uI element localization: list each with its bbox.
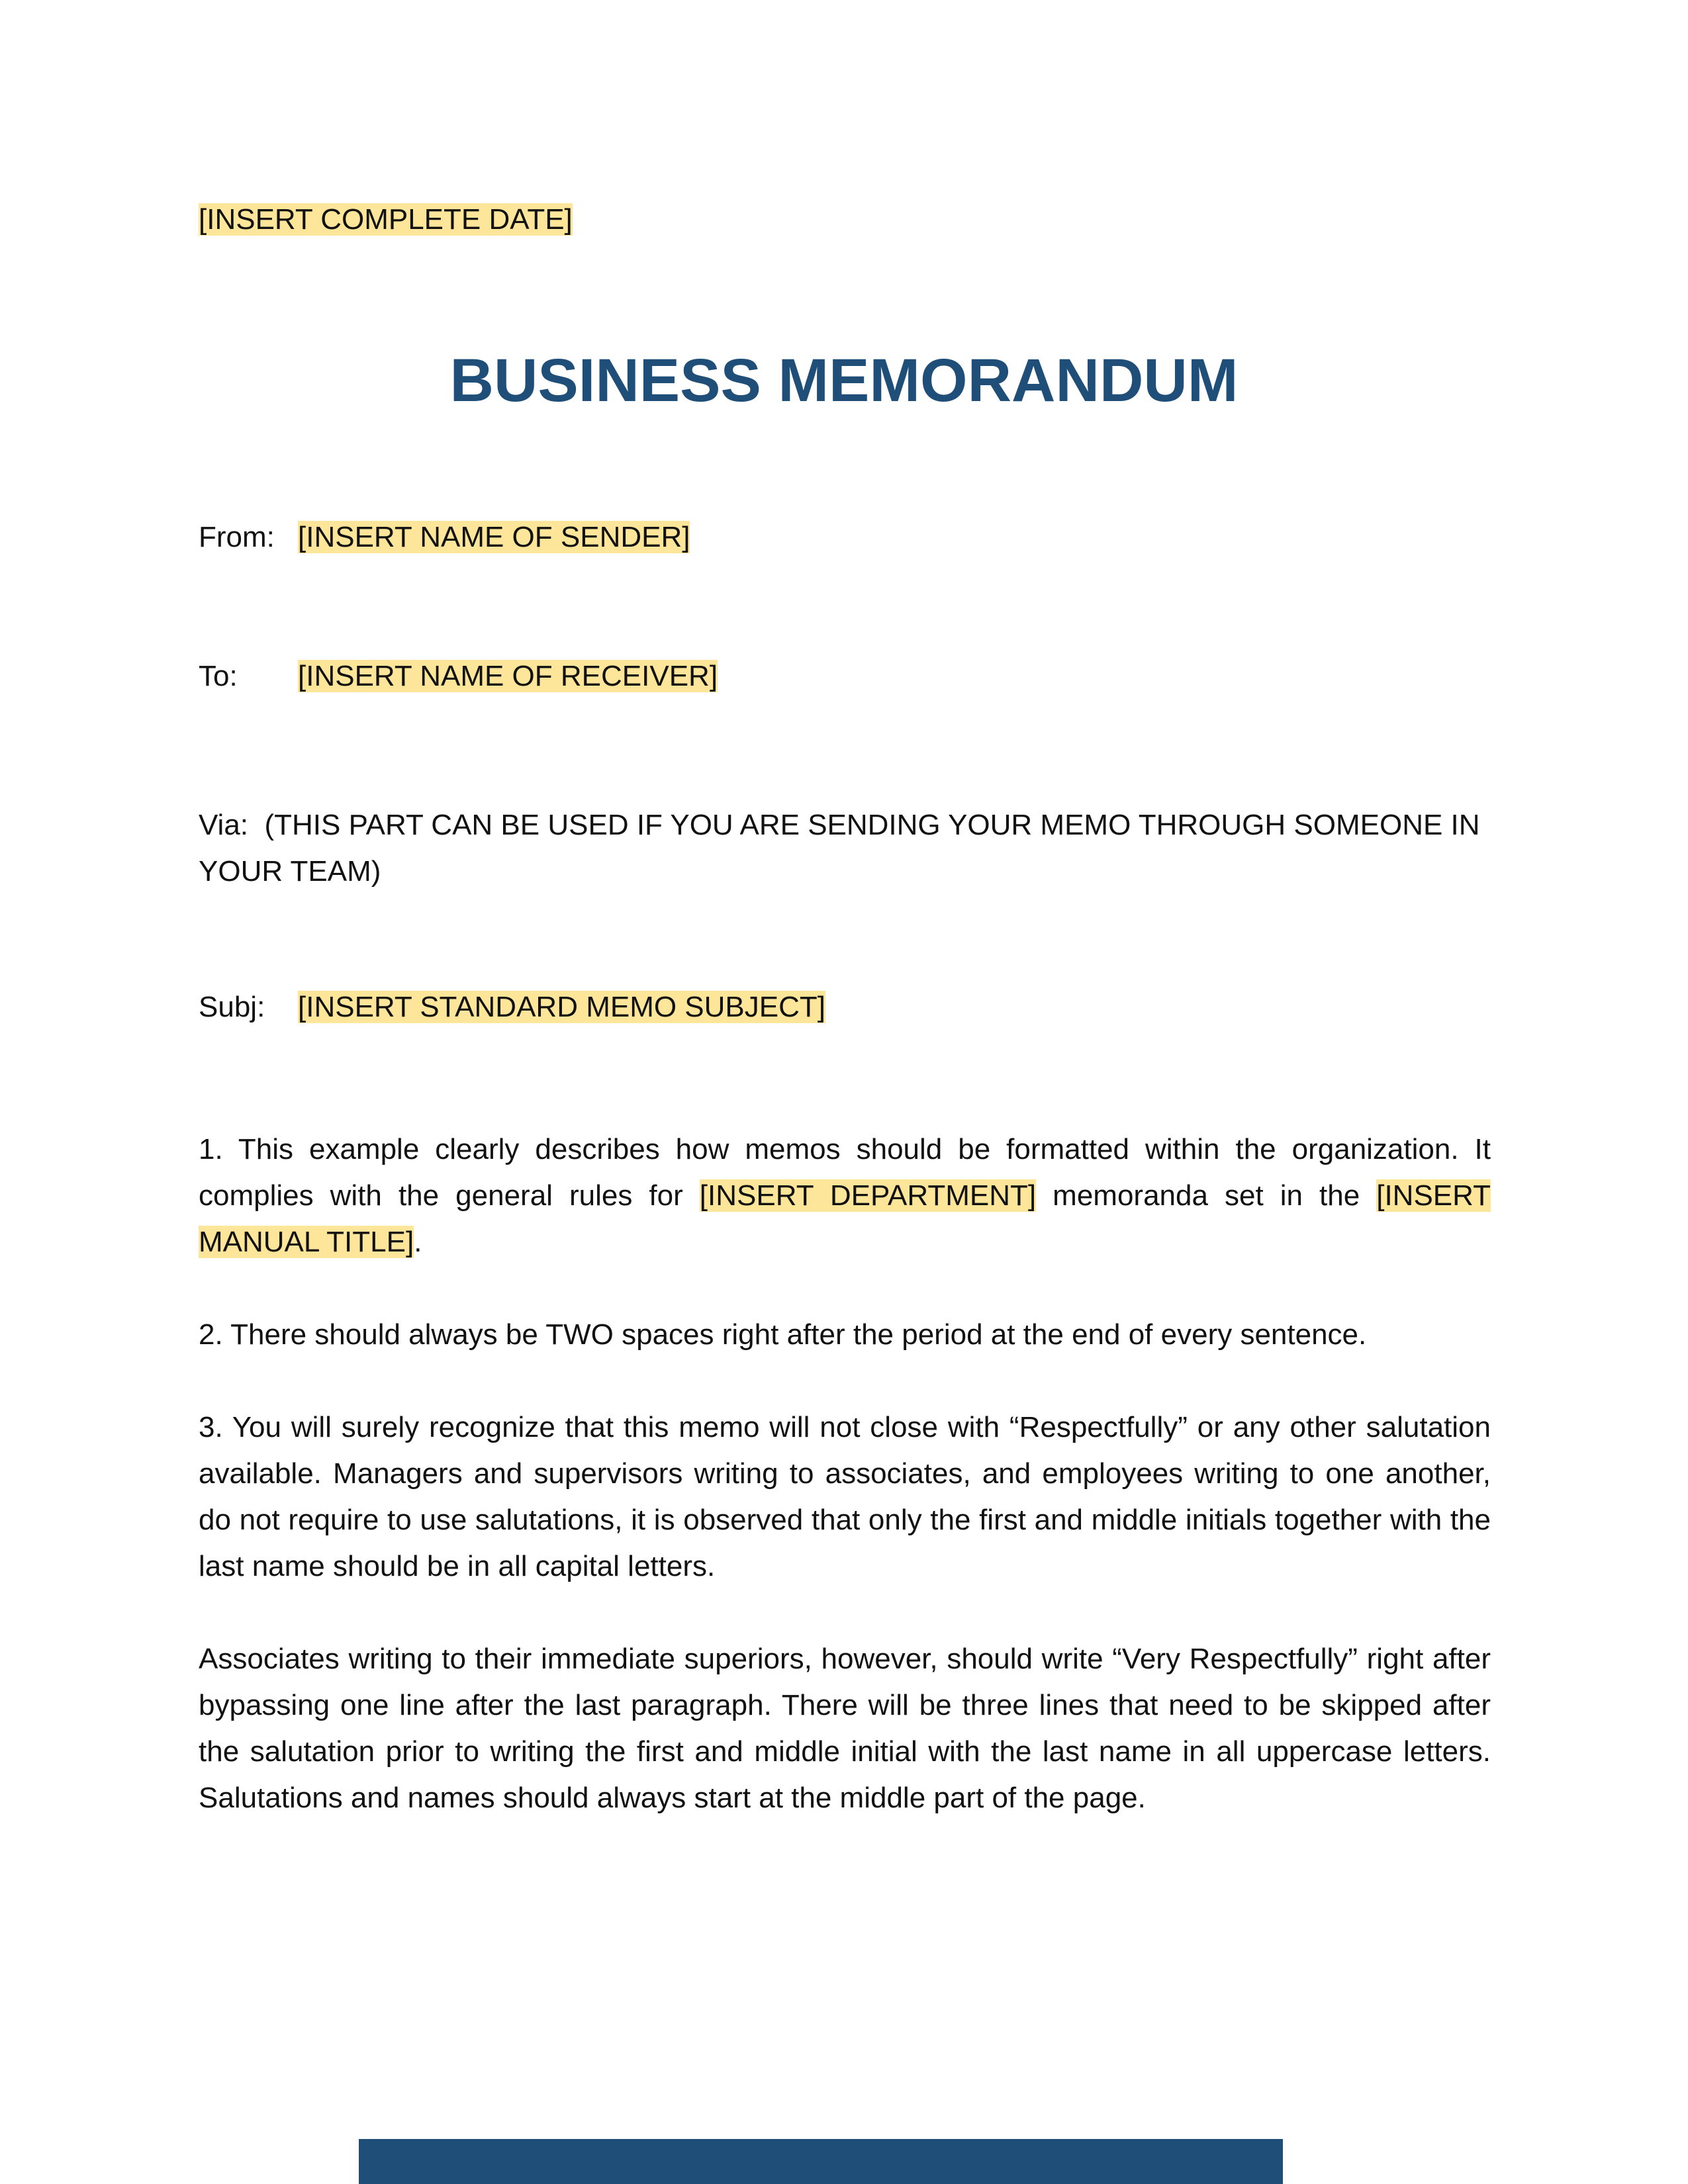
memo-title: BUSINESS MEMORANDUM [449, 347, 1239, 414]
via-label: Via: [199, 809, 249, 841]
via-text: (THIS PART CAN BE USED IF YOU ARE SENDING YOUR MEMO THROUGH SOMEONE IN YOUR TEAM) [199, 809, 1480, 887]
subject-placeholder: [INSERT STANDARD MEMO SUBJECT] [298, 991, 825, 1023]
manual-title-placeholder: [INSERT MANUAL TITLE] [199, 1179, 1491, 1258]
department-placeholder: [INSERT DEPARTMENT] [699, 1179, 1037, 1212]
to-label: To: [199, 660, 238, 692]
receiver-placeholder: [INSERT NAME OF RECEIVER] [298, 660, 718, 692]
paragraph-4: Associates writing to their immediate superiors, however, should write “Very Respectfully” right after bypassing one line after the last paragraph. There will be three lines that need to be skipped after the salutation prior to writing the first and middle initial with the last name in all uppercase letters. Salutations and names should always start at the middle part of the page. [199, 1643, 1491, 1814]
paragraph-1 [199, 1126, 1491, 1265]
from-field [199, 516, 690, 559]
sender-placeholder: [INSERT NAME OF SENDER] [298, 521, 690, 553]
footer-bar [359, 2139, 1283, 2184]
paragraph-1-text-c: . [414, 1226, 422, 1258]
date-line [199, 199, 573, 241]
paragraph-2: 2. There should always be TWO spaces right after the period at the end of every sentence. [199, 1318, 1367, 1351]
paragraph-1-text-a: 1. This example clearly describes how memos should be formatted within the organization. It complies with the general rules for [199, 1133, 1491, 1212]
date-placeholder: [INSERT COMPLETE DATE] [199, 203, 573, 236]
subject-label: Subj: [199, 991, 265, 1023]
paragraph-3: 3. You will surely recognize that this memo will not close with “Respectfully” or any other salutation available. Managers and supervisors writing to associates, and employees writing to one another, do not require to use salutations, it is observed that only the first and middle initials together with the last name should be in all capital letters. [199, 1411, 1491, 1582]
to-field [199, 655, 718, 698]
paragraph-1-text-b: memoranda set in the [1036, 1179, 1377, 1212]
subject-field [199, 986, 825, 1028]
from-label: From: [199, 521, 275, 553]
via-field [199, 802, 1491, 895]
